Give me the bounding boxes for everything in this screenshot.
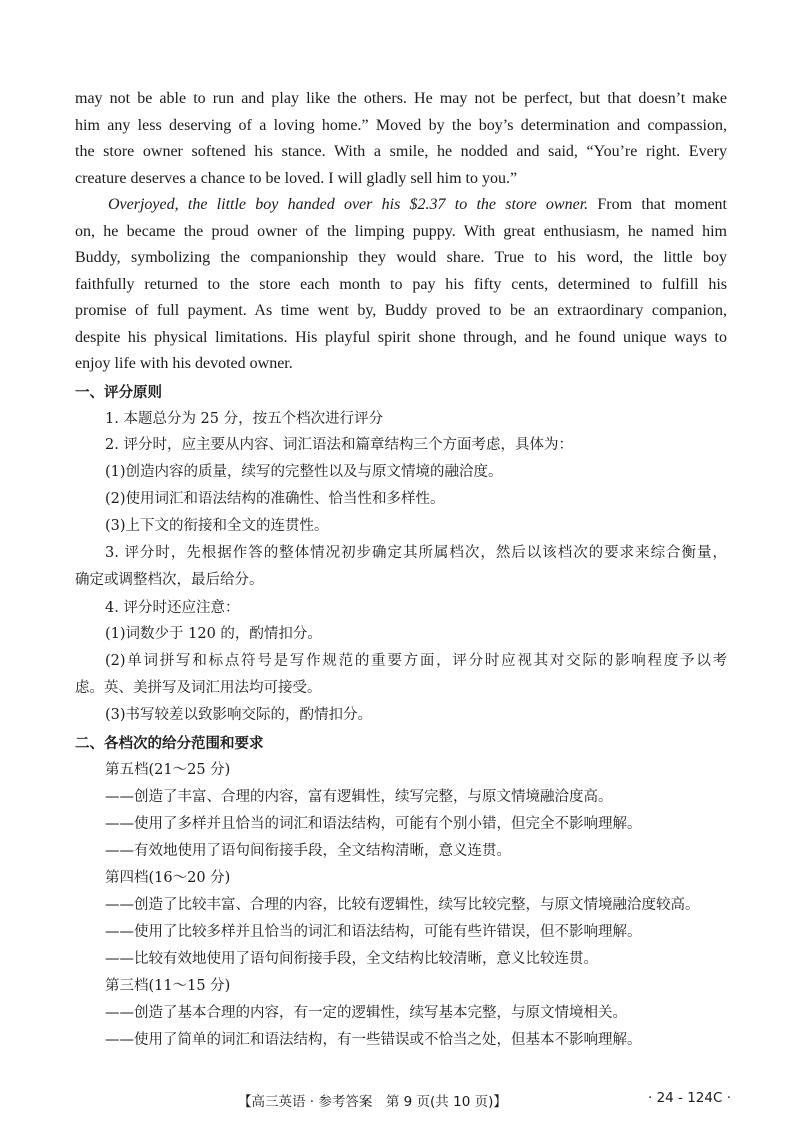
rule-item: (1)创造内容的质量，续写的完整性以及与原文情境的融洽度。 xyxy=(105,464,503,480)
story-line: on, he became the proud owner of the limping puppy. With great enthusiasm, he named him xyxy=(75,222,727,240)
story-line: Buddy, symbolizing the companionship they would share. True to his word, the little boy xyxy=(75,249,727,266)
tier-title: 第四档(16～20 分) xyxy=(105,870,231,886)
section-heading-scoring-principles: 一、评分原则 xyxy=(75,385,162,401)
rule-item-continued: 虑。英、美拼写及词汇用法均可接受。 xyxy=(75,680,322,696)
story-line: faithfully returned to the store each month to pay his fifty cents, determined to fulfill his xyxy=(75,275,727,293)
tier-requirement: ——创造了基本合理的内容，有一定的逻辑性，续写基本完整，与原文情境相关。 xyxy=(105,1005,627,1021)
story-line: the store owner softened his stance. With a smile, he nodded and said, “You’re right. Every xyxy=(75,143,727,160)
story-line: him any less deserving of a loving home.” Moved by the boy’s determination and compassion, xyxy=(75,116,727,134)
story-paragraph-start xyxy=(108,192,727,219)
tier-title: 第三档(11～15 分) xyxy=(105,978,231,994)
rule-item: 2. 评分时，应主要从内容、词汇语法和篇章结构三个方面考虑，具体为： xyxy=(105,437,573,453)
tier-requirement: ——比较有效地使用了语句间衔接手段，全文结构比较清晰，意义比较连贯。 xyxy=(105,951,598,967)
rule-item: (2)使用词汇和语法结构的准确性、恰当性和多样性。 xyxy=(105,491,445,507)
tier-requirement: ——创造了比较丰富、合理的内容，比较有逻辑性，续写比较完整，与原文情境融洽度较高。 xyxy=(105,897,700,913)
story-line-rest: From that moment xyxy=(588,196,727,213)
story-line: despite his physical limitations. His playful spirit shone through, and he found unique ways to xyxy=(75,328,727,346)
rule-item: 1. 本题总分为 25 分，按五个档次进行评分 xyxy=(105,411,384,427)
rule-item: (3)上下文的衔接和全文的连贯性。 xyxy=(105,518,329,534)
tier-requirement: ——使用了比较多样并且恰当的词汇和语法结构，可能有些许错误，但不影响理解。 xyxy=(105,924,642,940)
tier-title: 第五档(21～25 分) xyxy=(105,762,231,778)
story-line: creature deserves a chance to be loved. I will gladly sell him to you.” xyxy=(75,169,518,187)
tier-requirement: ——使用了简单的词汇和语法结构，有一些错误或不恰当之处，但基本不影响理解。 xyxy=(105,1032,642,1048)
tier-requirement: ——创造了丰富、合理的内容，富有逻辑性，续写完整，与原文情境融洽度高。 xyxy=(105,789,613,805)
story-italic-opening: Overjoyed, the little boy handed over his $2.37 to the store owner. xyxy=(108,196,589,213)
page-footer-title: 【高三英语 · 参考答案 第 9 页(共 10 页)】 xyxy=(238,1094,507,1110)
rule-item: (1)词数少于 120 的，酌情扣分。 xyxy=(105,626,322,642)
story-line: may not be able to run and play like the others. He may not be perfect, but that doesn’t make xyxy=(75,90,727,107)
page-footer-code: · 24 - 124C · xyxy=(648,1090,731,1106)
rule-item: (3)书写较差以致影响交际的，酌情扣分。 xyxy=(105,707,373,723)
tier-requirement: ——使用了多样并且恰当的词汇和语法结构，可能有个别小错，但完全不影响理解。 xyxy=(105,816,642,832)
rule-item-continued: 确定或调整档次，最后给分。 xyxy=(75,572,264,588)
rule-item: (2)单词拼写和标点符号是写作规范的重要方面，评分时应视其对交际的影响程度予以考 xyxy=(105,653,727,669)
tier-requirement: ——有效地使用了语句间衔接手段，全文结构清晰，意义连贯。 xyxy=(105,843,511,859)
section-heading-score-tiers: 二、各档次的给分范围和要求 xyxy=(75,736,264,752)
rule-item: 3. 评分时，先根据作答的整体情况初步确定其所属档次，然后以该档次的要求来综合衡量， xyxy=(105,545,727,561)
rule-item: 4. 评分时还应注意： xyxy=(105,600,240,616)
story-line: enjoy life with his devoted owner. xyxy=(75,355,293,372)
story-line: promise of full payment. As time went by, Buddy proved to be an extraordinary companion, xyxy=(75,302,727,319)
